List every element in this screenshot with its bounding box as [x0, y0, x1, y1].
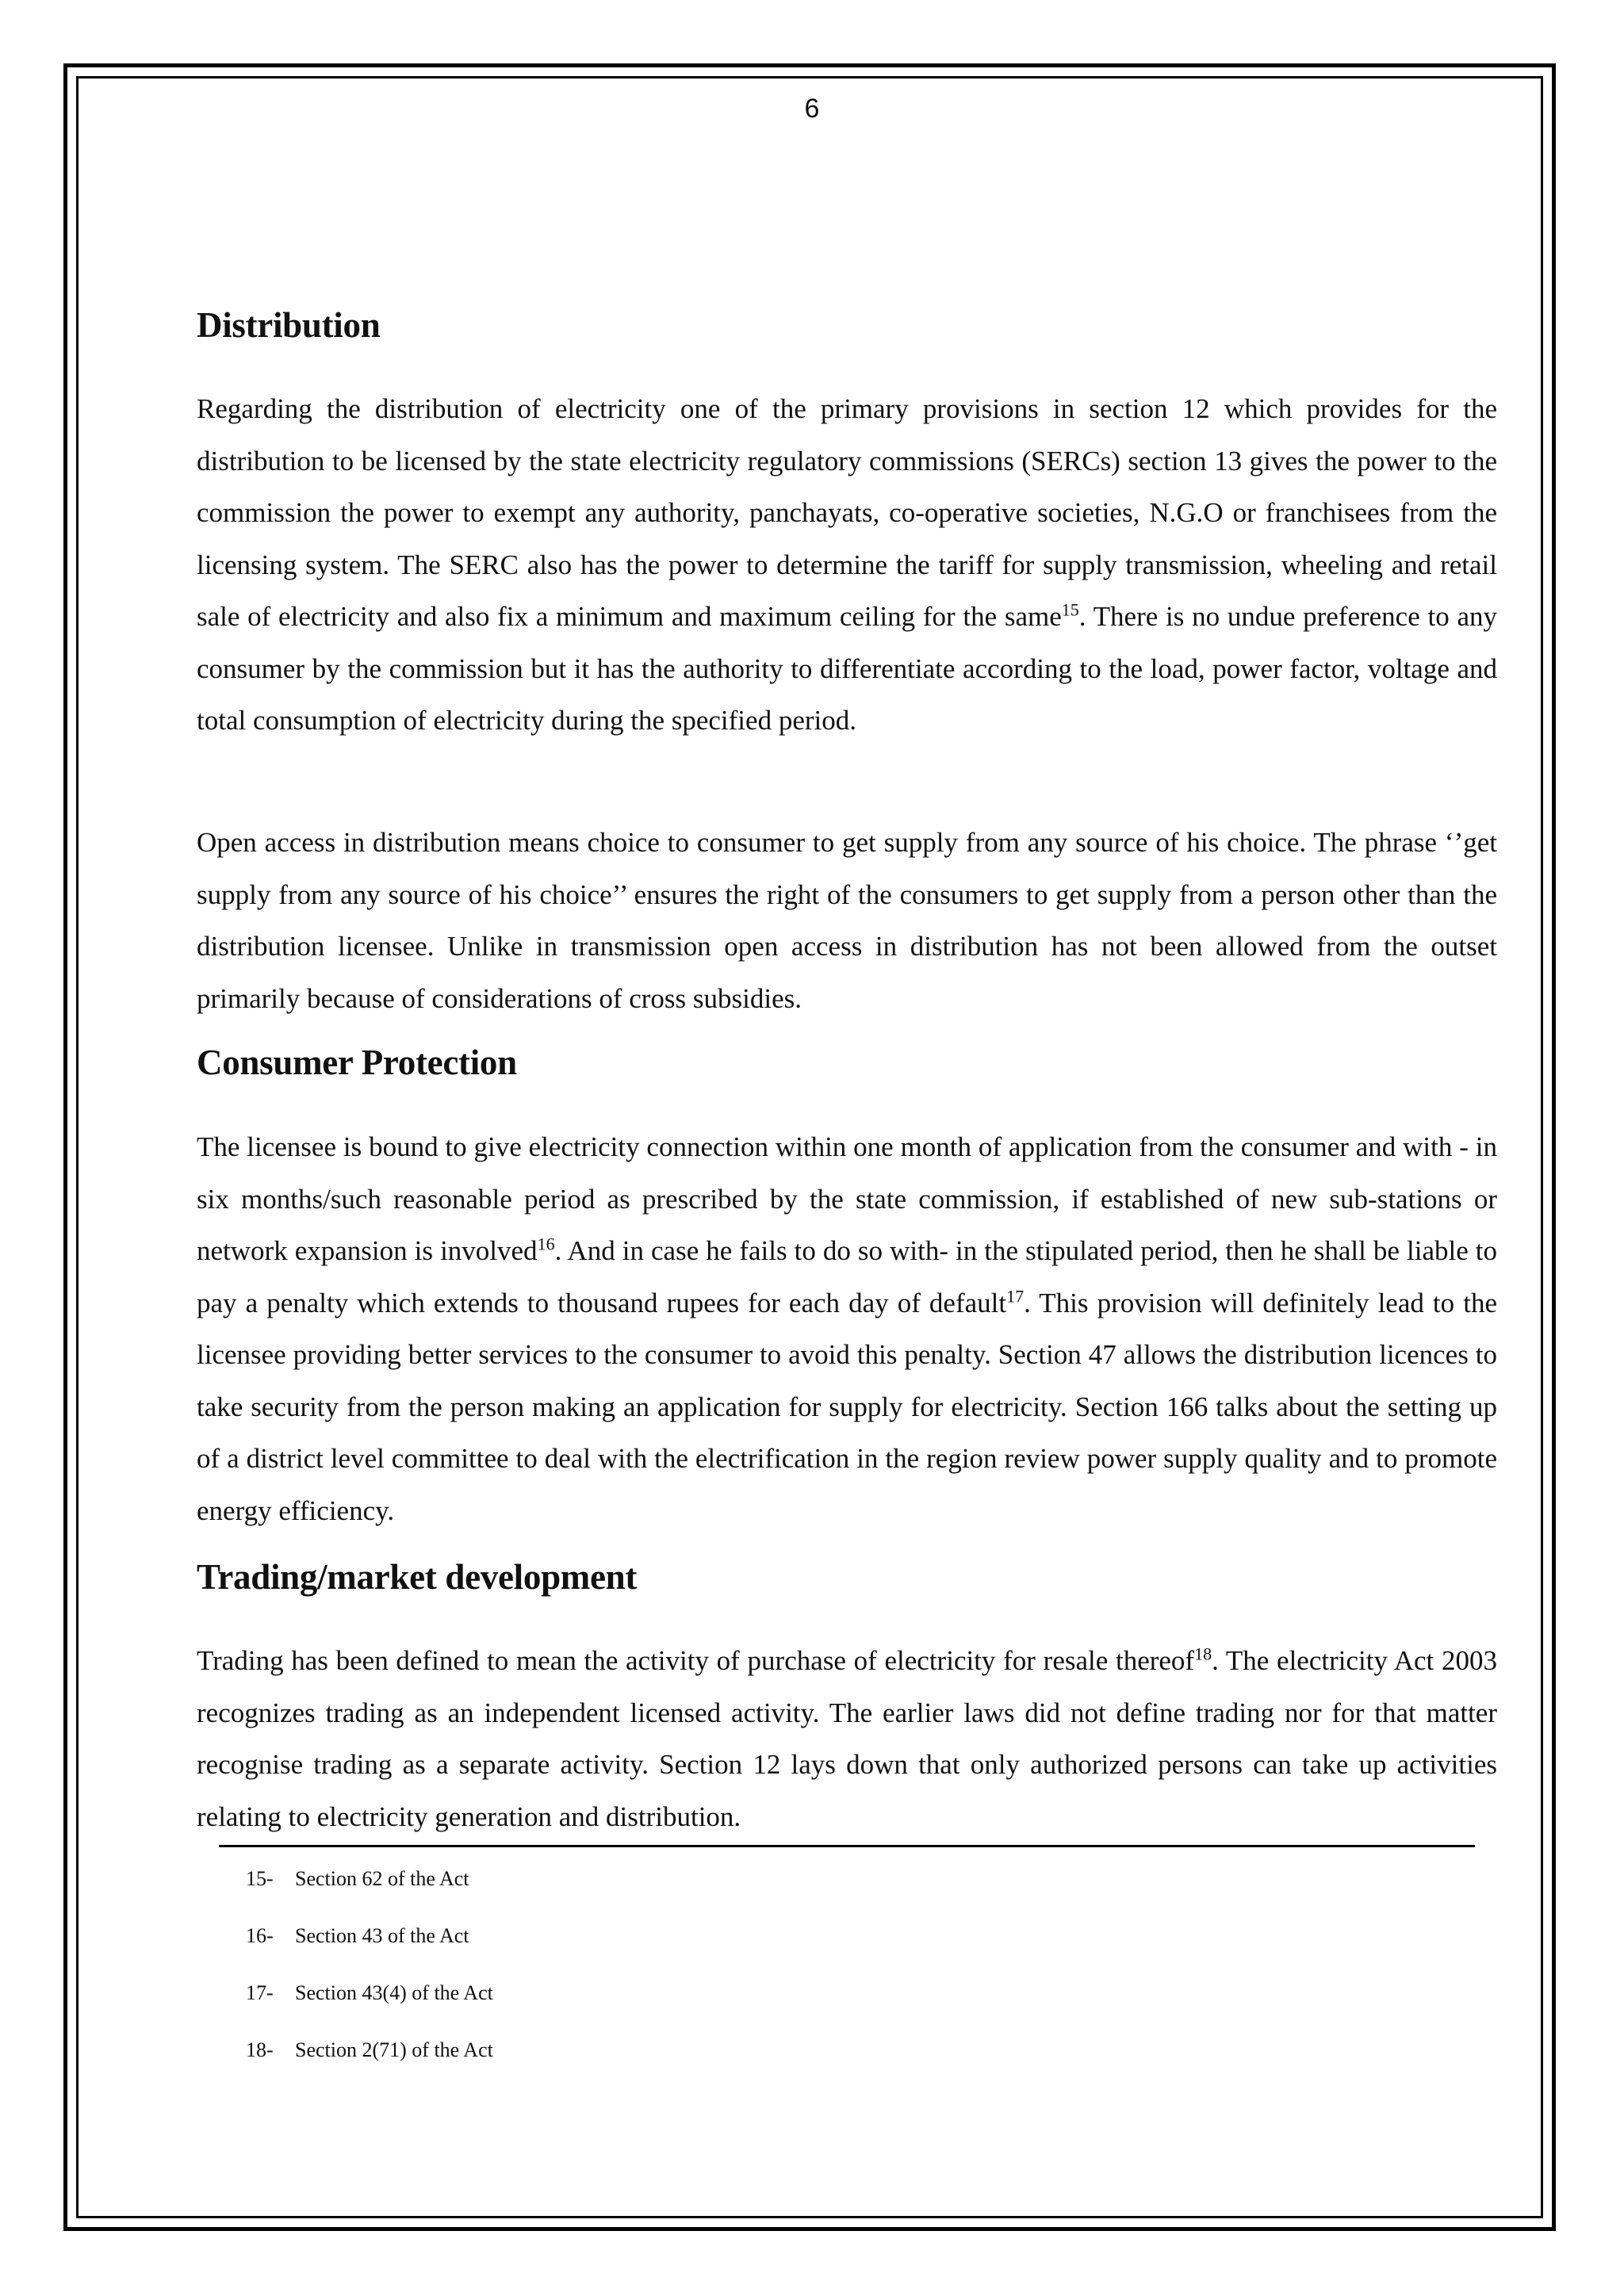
- footnote-number: 17-: [246, 1981, 274, 2004]
- footnote-item: [246, 1917, 493, 1974]
- footnotes: [246, 1860, 493, 2088]
- footnote-item: [246, 1974, 493, 2031]
- footnote-number: 16-: [246, 1924, 274, 1947]
- text-run: . The electricity Act 2003 recognizes trading as an independent licensed activity. The earlier laws did not define trading nor for that matter recognise trading as a separate activity. Section 12 lays down that only authorized persons can take up activities relating to electricity generation and distribution.: [197, 1645, 1497, 1832]
- text-run: . This provision will definitely lead to the licensee providing better services to the consumer to avoid this penalty. Section 47 allows the distribution licences to take security from the person making an application for supply for electricity. Section 166 talks about the setting up of a district level committee to deal with the electrification in the region review power supply quality and to promote energy efficiency.: [197, 1287, 1497, 1526]
- page-number: 6: [804, 94, 820, 124]
- footnote-item: [246, 2031, 493, 2088]
- text-run: . And in case he fails to do so with- in the stipulated period, then he shall be liable to pay a penalty which extends to thousand rupees for each day of default: [197, 1235, 1497, 1318]
- footnote-text: Section 43(4) of the Act: [295, 1981, 493, 2004]
- footnote-ref-17: 17: [1006, 1285, 1025, 1306]
- footnote-text: Section 2(71) of the Act: [295, 2038, 493, 2061]
- heading-consumer-protection: Consumer Protection: [197, 1043, 517, 1082]
- footnote-separator: [219, 1845, 1475, 1847]
- text-run: Trading has been defined to mean the activity of purchase of electricity for resale thereof: [197, 1645, 1195, 1676]
- footnote-ref-18: 18: [1194, 1644, 1212, 1664]
- footnote-number: 18-: [246, 2038, 274, 2061]
- footnote-item: [246, 1860, 493, 1917]
- footnote-text: Section 62 of the Act: [295, 1867, 469, 1890]
- footnote-ref-15: 15: [1061, 599, 1079, 620]
- paragraph-distribution-licensing: [197, 383, 1497, 747]
- paragraph-trading: [197, 1635, 1497, 1843]
- text-run: Regarding the distribution of electricity one of the primary provisions in section 12 which provides for the distribution to be licensed by the state electricity regulatory commissions (SERCs) section 13 gives the power to the commission the power to exempt any authority, panchayats, co-operative societies, N.G.O or franchisees from the licensing system. The SERC also has the power to determine the tariff for supply transmission, wheeling and retail sale of electricity and also fix a minimum and maximum ceiling for the same: [197, 393, 1497, 632]
- heading-distribution: Distribution: [197, 305, 381, 345]
- text-run: The licensee is bound to give electricity connection within one month of application from the consumer and with - in six months/such reasonable period as prescribed by the state commission, if established of new sub-stations or network expansion is involved: [197, 1131, 1497, 1266]
- footnote-number: 15-: [246, 1867, 274, 1890]
- paragraph-consumer-protection: [197, 1121, 1497, 1536]
- heading-trading-market-development: Trading/market development: [197, 1557, 638, 1597]
- paragraph-open-access: Open access in distribution means choice to consumer to get supply from any source of his choice. The phrase ‘’get supply from any source of his choice’’ ensures the right of the consumers to get supply from a person other than the distribution licensee. Unlike in transmission open access in distribution has not been allowed from the outset primarily because of considerations of cross subsidies.: [197, 827, 1497, 1014]
- footnote-text: Section 43 of the Act: [295, 1924, 469, 1947]
- text-run: . There is no undue preference to any consumer by the commission but it has the authority to differentiate according to the load, power factor, voltage and total consumption of electricity during the specified period.: [197, 601, 1498, 736]
- footnote-ref-16: 16: [537, 1234, 555, 1254]
